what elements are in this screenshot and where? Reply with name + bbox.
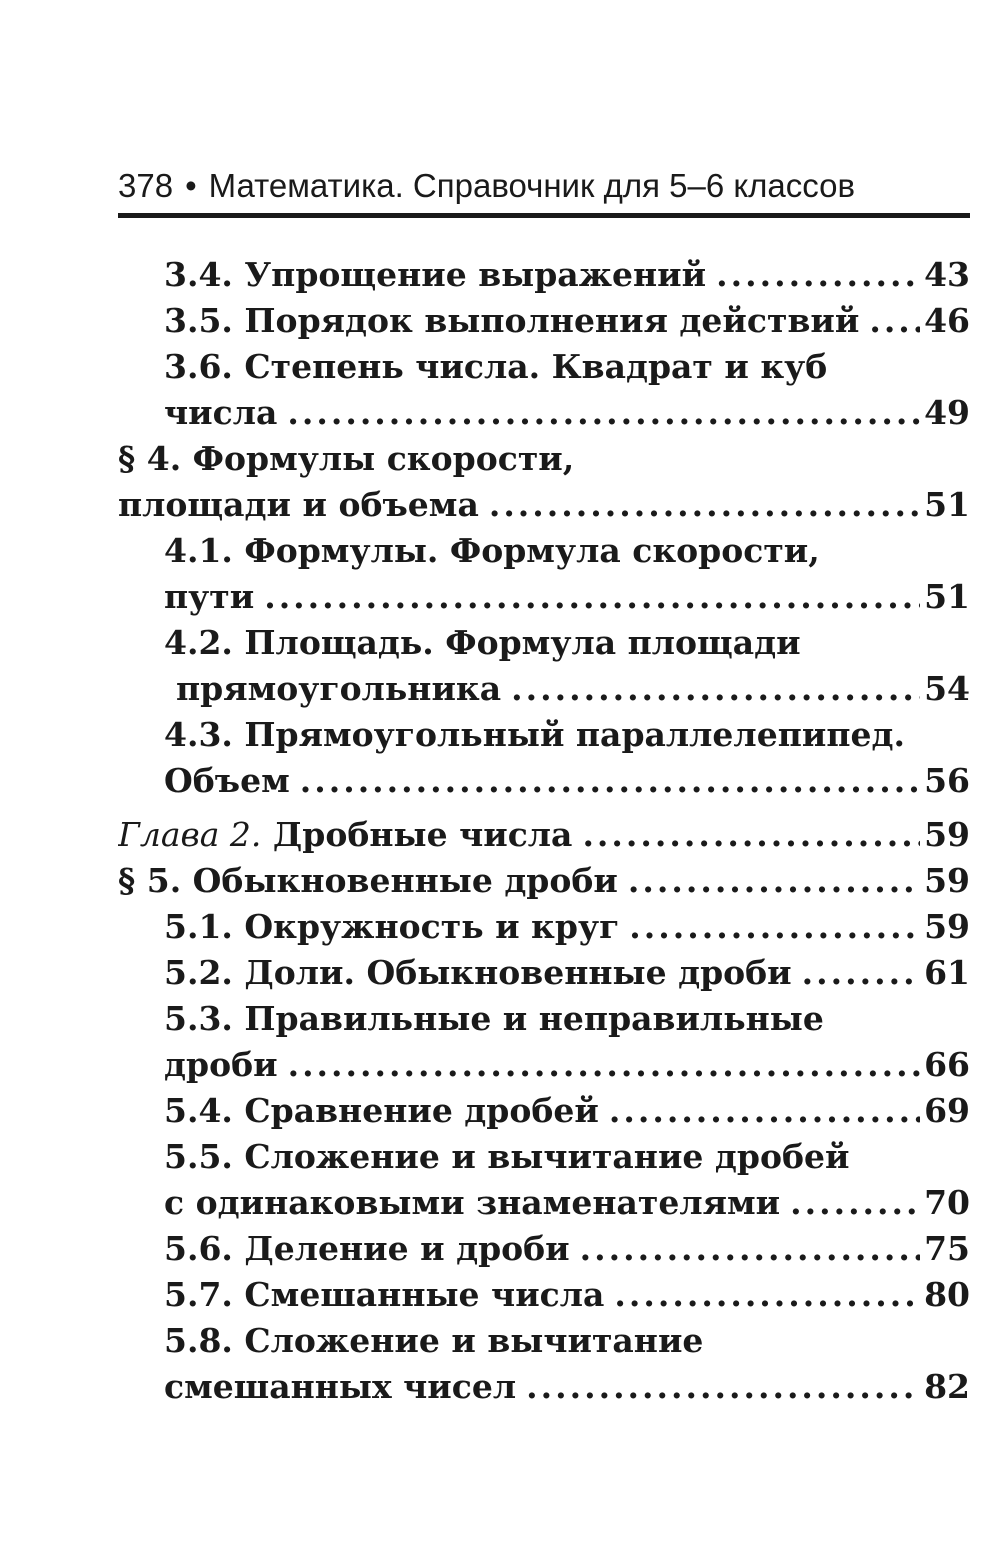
toc-entry-title: 5.1. Окружность и круг [164,907,620,946]
toc-section-5[interactable] [118,858,970,904]
toc-entry-title: 4.2. Площадь. Формула площади [164,623,801,662]
dot-leader [580,1226,920,1272]
dot-leader [716,252,920,298]
toc-entry-5-3[interactable] [118,996,970,1088]
toc-entry-title: 5.3. Правильные и неправильные [164,999,824,1038]
toc-page-number: 82 [924,1367,970,1406]
dot-leader [300,758,920,804]
dot-leader [264,574,920,620]
toc-entry-4-3[interactable] [118,712,970,804]
dot-leader [288,1042,920,1088]
dot-leader [526,1364,920,1410]
toc-section-title: § 5. Обыкновенные дроби [118,861,618,900]
chapter-label: Глава 2. [118,815,262,854]
toc-entry-5-1[interactable] [118,904,970,950]
toc-entry-4-1[interactable] [118,528,970,620]
toc-page-number: 59 [924,861,970,900]
toc-page-number: 51 [924,485,970,524]
toc-page-number: 51 [924,577,970,616]
toc-page-number: 70 [924,1183,970,1222]
dot-leader [614,1272,920,1318]
toc-entry-title: 4.3. Прямоугольный параллелепипед. [164,715,905,754]
page-number: 378 [118,167,174,204]
toc-section-title-continued: площади и объема [118,485,479,524]
toc-page-number: 59 [924,815,970,854]
toc-entry-title: 3.5. Порядок выполнения действий [164,301,860,340]
dot-leader [582,812,920,858]
toc-entry-title-continued: Объем [164,761,290,800]
dot-leader [629,904,920,950]
dot-leader [802,950,920,996]
chapter-title: Дробные числа [272,815,573,854]
toc-entry-title: 5.4. Сравнение дробей [164,1091,599,1130]
dot-leader [489,482,920,528]
header-rule [118,213,970,218]
toc-page-number: 59 [924,907,970,946]
toc-page-number: 56 [924,761,970,800]
running-head [118,160,970,212]
toc-page-number: 61 [924,953,970,992]
toc-entry-title: 5.8. Сложение и вычитание [164,1321,704,1360]
toc-entry-5-5[interactable] [118,1134,970,1226]
toc-entry-title-continued: дроби [164,1045,278,1084]
toc-page-number: 80 [924,1275,970,1314]
dot-leader [287,390,920,436]
toc-entry-title-continued: числа [164,393,278,432]
toc-chapter-2[interactable] [118,812,970,858]
dot-leader [628,858,920,904]
toc-entry-title: 3.4. Упрощение выражений [164,255,707,294]
dot-leader [790,1180,920,1226]
toc-entry-5-2[interactable] [118,950,970,996]
toc-page-number: 49 [924,393,970,432]
toc-page-number: 75 [924,1229,970,1268]
header-bullet: • [185,167,197,204]
toc-entry-3-4[interactable] [118,252,970,298]
toc-entry-5-7[interactable] [118,1272,970,1318]
dot-leader [869,298,920,344]
dot-leader [511,666,920,712]
toc-entry-title: 5.7. Смешанные числа [164,1275,605,1314]
toc-page-number: 69 [924,1091,970,1130]
toc-entry-4-2[interactable] [118,620,970,712]
toc-section-4[interactable] [118,436,970,528]
toc-entry-title-continued: смешанных чисел [164,1367,517,1406]
toc-entry-title-continued: прямоугольника [176,669,502,708]
toc-entry-5-4[interactable] [118,1088,970,1134]
toc-entry-5-8[interactable] [118,1318,970,1410]
toc-entry-3-5[interactable] [118,298,970,344]
toc-page-number: 43 [924,255,970,294]
toc-entry-title: 5.2. Доли. Обыкновенные дроби [164,953,792,992]
book-title: Математика. Справочник для 5–6 классов [208,167,856,204]
table-of-contents [118,252,970,1410]
toc-entry-5-6[interactable] [118,1226,970,1272]
toc-entry-3-6[interactable] [118,344,970,436]
toc-entry-title: 5.6. Деление и дроби [164,1229,570,1268]
toc-page-number: 54 [924,669,970,708]
dot-leader [609,1088,920,1134]
toc-entry-title: 3.6. Степень числа. Квадрат и куб [164,347,828,386]
toc-entry-title-continued: пути [164,577,255,616]
toc-page-number: 66 [924,1045,970,1084]
toc-section-title: § 4. Формулы скорости, [118,439,575,478]
toc-entry-title: 5.5. Сложение и вычитание дробей [164,1137,850,1176]
toc-entry-title-continued: с одинаковыми знаменателями [164,1183,781,1222]
toc-entry-title: 4.1. Формулы. Формула скорости, [164,531,820,570]
toc-page-number: 46 [924,301,970,340]
